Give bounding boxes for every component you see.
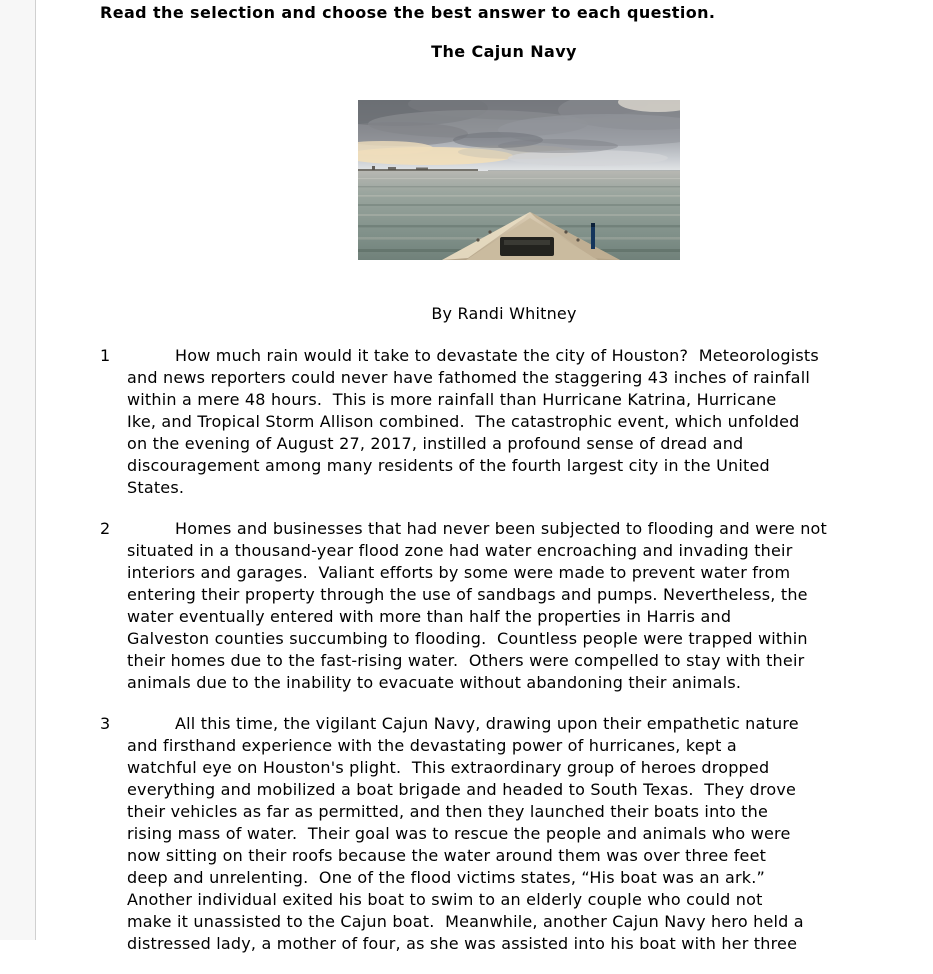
paragraph — [100, 518, 933, 694]
paragraph-line: their homes due to the fast-rising water. Others were compelled to stay with their — [127, 651, 805, 670]
paragraph-line: Homes and businesses that had never been subjected to flooding and were not — [175, 519, 827, 538]
paragraph-line: interiors and garages. Valiant efforts by some were made to prevent water from — [127, 563, 791, 582]
byline: By Randi Whitney — [431, 304, 577, 323]
paragraph-line: animals due to the inability to evacuate without abandoning their animals. — [127, 673, 742, 692]
paragraph-number: 3 — [100, 714, 111, 733]
paragraph-line: and firsthand experience with the devastating power of hurricanes, kept a — [127, 736, 737, 755]
paragraph-body — [127, 518, 908, 694]
paragraph-body — [127, 345, 908, 499]
paragraph-line: Ike, and Tropical Storm Allison combined. The catastrophic event, which unfolded — [127, 412, 800, 431]
paragraph-line: make it unassisted to the Cajun boat. Meanwhile, another Cajun Navy hero held a — [127, 912, 804, 931]
paragraph-line: States. — [127, 478, 185, 497]
paragraph-line: distressed lady, a mother of four, as she was assisted into his boat with her three — [127, 934, 798, 953]
paragraph-line: everything and mobilized a boat brigade and headed to South Texas. They drove — [127, 780, 797, 799]
paragraph-line: entering their property through the use of sandbags and pumps. Nevertheless, the — [127, 585, 808, 604]
boat-on-water-photo — [358, 100, 680, 260]
paragraph-line: within a mere 48 hours. This is more rainfall than Hurricane Katrina, Hurricane — [127, 390, 777, 409]
paragraph-line: now sitting on their roofs because the water around them was over three feet — [127, 846, 767, 865]
paragraph — [100, 345, 933, 499]
paragraph-line: All this time, the vigilant Cajun Navy, drawing upon their empathetic nature — [175, 714, 799, 733]
paragraph-line: their vehicles as far as permitted, and then they launched their boats into the — [127, 802, 769, 821]
paragraph-number: 2 — [100, 519, 111, 538]
paragraph-line: rising mass of water. Their goal was to rescue the people and animals who were — [127, 824, 791, 843]
paragraph-number: 1 — [100, 346, 111, 365]
instruction-text: Read the selection and choose the best answer to each question. — [100, 3, 716, 22]
left-gutter-strip — [0, 0, 36, 940]
photo-sky — [358, 100, 680, 172]
passage-title: The Cajun Navy — [431, 42, 577, 61]
paragraph-line: discouragement among many residents of the fourth largest city in the United — [127, 456, 770, 475]
paragraph-line: deep and unrelenting. One of the flood victims states, “His boat was an ark.” — [127, 868, 765, 887]
paragraph-body — [127, 713, 908, 955]
paragraph-line: How much rain would it take to devastate the city of Houston? Meteorologists — [175, 346, 819, 365]
paragraph-line: watchful eye on Houston's plight. This extraordinary group of heroes dropped — [127, 758, 770, 777]
paragraph-line: on the evening of August 27, 2017, instilled a profound sense of dread and — [127, 434, 744, 453]
paragraph-line: Galveston counties succumbing to flooding. Countless people were trapped within — [127, 629, 808, 648]
paragraph-line: and news reporters could never have fathomed the staggering 43 inches of rainfall — [127, 368, 810, 387]
paragraph-line: situated in a thousand-year flood zone had water encroaching and invading their — [127, 541, 793, 560]
paragraph-line: Another individual exited his boat to swim to an elderly couple who could not — [127, 890, 763, 909]
paragraph-line: water eventually entered with more than half the properties in Harris and — [127, 607, 732, 626]
passage-photo — [358, 100, 680, 260]
passage-paragraphs — [100, 345, 933, 974]
paragraph — [100, 713, 933, 955]
